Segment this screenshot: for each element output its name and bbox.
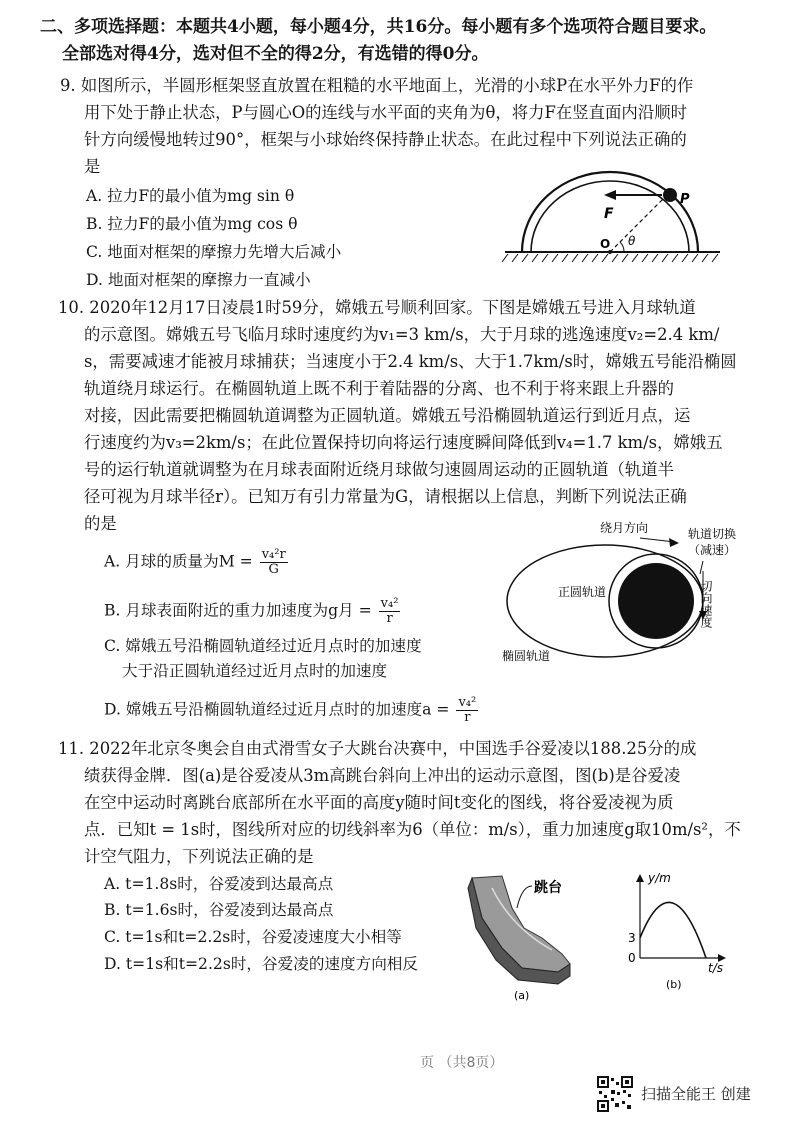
q11-axis-y: y/m bbox=[648, 871, 671, 885]
q10-option-d bbox=[104, 696, 480, 725]
q10-orbit-figure bbox=[490, 516, 760, 666]
q10-option-a-text: A. 月球的质量为M = bbox=[104, 552, 253, 571]
q10-option-a bbox=[104, 548, 290, 577]
section-header: 二、多项选择题：本题共4小题，每小题4分，共16分。每小题有多个选项符合题目要求。 bbox=[40, 17, 717, 37]
q10-label-tangent: 切向速度 bbox=[699, 580, 713, 628]
q10-line: 的示意图。嫦娥五号飞临月球时速度约为v₁=3 km/s，大于月球的逃逸速度v₂=2.4 km/ bbox=[84, 325, 720, 344]
q9-label-P: P bbox=[680, 192, 690, 207]
q9-option-d: D. 地面对框架的摩擦力一直减小 bbox=[86, 271, 311, 289]
q11-ski-jump-figure bbox=[462, 868, 582, 1006]
fraction-numerator: v₄² bbox=[458, 695, 477, 710]
q9-line: 用下处于静止状态，P与圆心O的连线与水平面的夹角为θ，将力F在竖直面内沿顺时 bbox=[84, 103, 687, 122]
q10-line: 对接，因此需要把椭圆轨道调整为正圆轨道。嫦娥五号沿椭圆轨道运行到近月点，运 bbox=[84, 406, 691, 425]
q10-option-d-fraction bbox=[456, 696, 478, 725]
q10-option-a-fraction bbox=[260, 548, 288, 577]
q11-tick-3: 3 bbox=[628, 931, 636, 945]
q11-option-a: A. t=1.8s时，谷爱凌到达最高点 bbox=[104, 875, 334, 893]
q11-line: 计空气阻力，下列说法正确的是 bbox=[84, 847, 314, 866]
q11-line: 11. 2022年北京冬奥会自由式滑雪女子大跳台决赛中，中国选手谷爱凌以188.25分的成 bbox=[58, 739, 697, 758]
q9-option-c: C. 地面对框架的摩擦力先增大后减小 bbox=[86, 243, 342, 261]
q9-line: 针方向缓慢地转过90°，框架与小球始终保持静止状态。在此过程中下列说法正确的 bbox=[84, 130, 687, 149]
page-footer: 页 （共8页） bbox=[420, 1055, 504, 1071]
q10-line: s，需要减速才能被月球捕获；当速度小于2.4 km/s、大于1.7km/s时，嫦娥五号能沿椭圆 bbox=[84, 352, 737, 371]
q10-line: 轨道绕月球运行。在椭圆轨道上既不利于着陆器的分离、也不利于将来跟上升器的 bbox=[84, 379, 675, 398]
q11-height-time-graph bbox=[622, 868, 732, 994]
q10-option-c-line2: 大于沿正圆轨道经过近月点时的加速度 bbox=[122, 662, 388, 680]
q10-line: 径可视为月球半径r）。已知万有引力常量为G，请根据以上信息，判断下列说法正确 bbox=[84, 487, 687, 506]
q10-option-c-line1: C. 嫦娥五号沿椭圆轨道经过近月点时的加速度 bbox=[104, 637, 422, 655]
q10-line: 号的运行轨道就调整为在月球表面附近绕月球做匀速圆周运动的正圆轨道（轨道半 bbox=[84, 460, 675, 479]
q9-label-O: O bbox=[600, 237, 611, 251]
q11-line: 绩获得金牌．图(a)是谷爱凌从3m高跳台斜向上冲出的运动示意图，图(b)是谷爱凌 bbox=[84, 766, 681, 785]
qr-code-icon bbox=[597, 1076, 633, 1112]
q11-tick-0: 0 bbox=[628, 951, 636, 965]
q9-label-theta: θ bbox=[628, 234, 636, 248]
q10-line: 的是 bbox=[84, 514, 117, 533]
q9-line: 是 bbox=[84, 157, 101, 176]
q11-option-d: D. t=1s和t=2.2s时，谷爱凌的速度方向相反 bbox=[104, 955, 418, 973]
q9-option-b: B. 拉力F的最小值为mg cos θ bbox=[86, 215, 298, 233]
q11-option-b: B. t=1.6s时，谷爱凌到达最高点 bbox=[104, 901, 334, 919]
fraction-numerator: v₄² bbox=[380, 596, 399, 611]
q10-line: 10. 2020年12月17日凌晨1时59分，嫦娥五号顺利回家。下图是嫦娥五号进入月球轨道 bbox=[58, 298, 696, 317]
q10-option-b-fraction bbox=[379, 597, 401, 626]
q10-option-b-text: B. 月球表面附近的重力加速度为g月 = bbox=[104, 601, 372, 620]
q9-semicircle-figure bbox=[500, 168, 725, 268]
q9-option-a: A. 拉力F的最小值为mg sin θ bbox=[86, 187, 295, 205]
q10-label-circle: 正圆轨道 bbox=[558, 585, 607, 599]
scanner-watermark: 扫描全能王 创建 bbox=[641, 1085, 751, 1103]
q10-label-switch-1: 轨道切换 bbox=[688, 527, 737, 541]
q10-option-d-text: D. 嫦娥五号沿椭圆轨道经过近月点时的加速度a = bbox=[104, 700, 450, 719]
section-scoring: 全部选对得4分，选对但不全的得2分，有选错的得0分。 bbox=[62, 44, 489, 64]
q11-label-platform: 跳台 bbox=[534, 880, 562, 896]
q10-label-switch-2: （减速） bbox=[688, 543, 737, 557]
fraction-denominator: G bbox=[268, 562, 279, 577]
q11-caption-b: (b) bbox=[666, 978, 682, 991]
q11-caption-a: (a) bbox=[514, 989, 530, 1002]
fraction-numerator: v₄²r bbox=[261, 547, 286, 562]
q10-line: 行速度约为v₃=2km/s；在此位置保持切向将运行速度瞬间降低到v₄=1.7 km/s，嫦娥五 bbox=[84, 433, 723, 452]
q11-option-c: C. t=1s和t=2.2s时，谷爱凌速度大小相等 bbox=[104, 928, 402, 946]
q10-option-b bbox=[104, 597, 402, 626]
q9-label-F: F bbox=[604, 206, 614, 222]
fraction-denominator: r bbox=[386, 611, 393, 626]
q10-label-direction: 绕月方向 bbox=[600, 521, 649, 535]
q9-line: 9. 如图所示，半圆形框架竖直放置在粗糙的水平地面上，光滑的小球P在水平外力F的作 bbox=[60, 76, 694, 95]
q11-line: 在空中运动时离跳台底部所在水平面的高度y随时间t变化的图线，将谷爱凌视为质 bbox=[84, 793, 674, 812]
q10-label-ellipse: 椭圆轨道 bbox=[502, 649, 551, 663]
q11-axis-t: t/s bbox=[708, 961, 723, 975]
q11-line: 点．已知t = 1s时，图线所对应的切线斜率为6（单位：m/s），重力加速度g取10m/s²，不 bbox=[84, 820, 741, 839]
fraction-denominator: r bbox=[464, 710, 471, 725]
